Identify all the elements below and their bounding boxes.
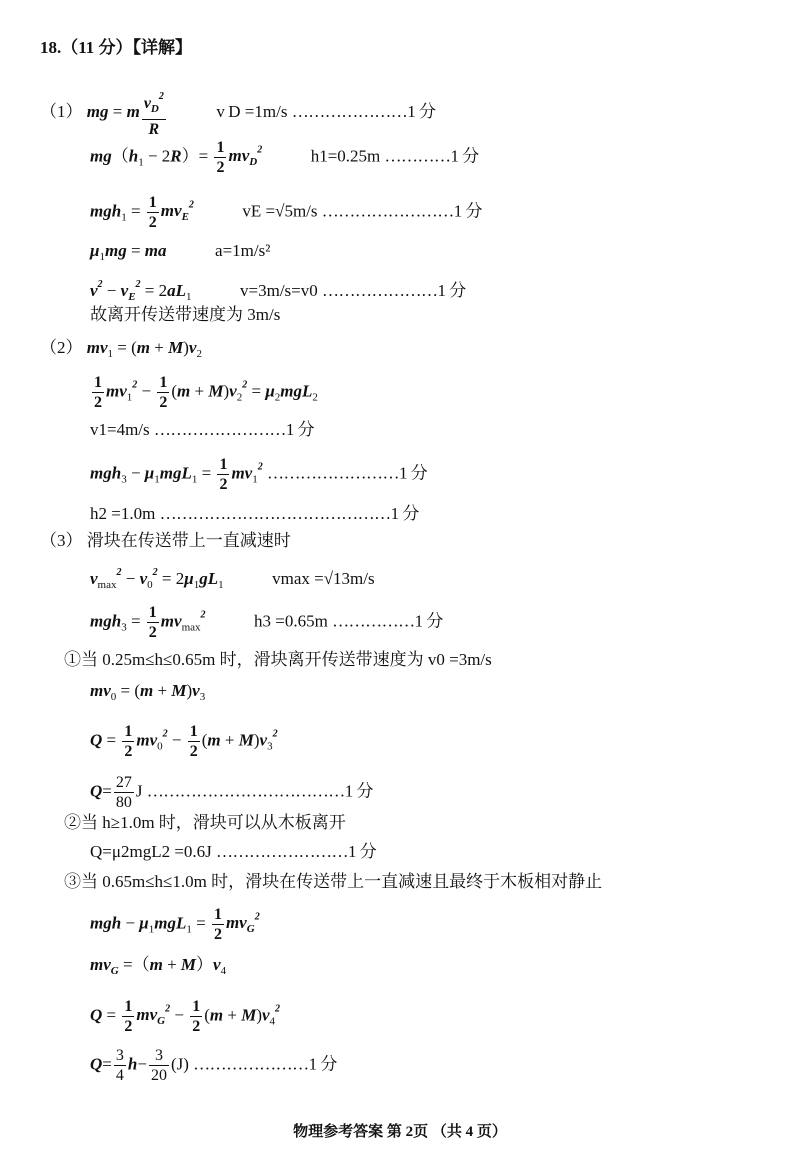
case1-text: ①当 0.25m≤h≤0.65m 时，滑块离开传送带速度为 v0 =3m/s [64,650,492,669]
score: ………………………………1 分 [146,781,373,801]
v-result: v=3m/s=v0 [240,281,318,300]
part1-conclusion: 故离开传送带速度为 3m/s [90,305,281,324]
case3-q-result: Q= $\frac{3}{4}$ h− $\frac{3}{20}$ (J) …………………1 分 [90,1047,337,1084]
part2-v1 [90,420,314,440]
h1-result: h1=0.25m [310,146,381,166]
h2-result: h2 =1.0m [90,504,156,523]
score: …………………1 分 [193,1054,337,1074]
vE-result: vE =√5m/s [242,201,318,221]
score: …………1 分 [384,146,479,166]
page-footer: 物理参考答案 第 2页 （共 4 页） [293,1124,507,1140]
score: ……………………1 分 [216,842,377,861]
score: ……………………1 分 [321,201,483,221]
case2-q-result: Q=μ2mgL2 =0.6J [90,842,212,861]
score: …………………1 分 [291,101,436,121]
v1-result: v1=4m/s [90,420,150,439]
vmax-result: vmax =√13m/s [272,569,375,588]
a-result: a=1m/s² [215,241,271,260]
case1-q-result: Q= $\frac{27}{80}$ J ………………………………1 分 [90,774,373,811]
case3-text: ③当 0.65m≤h≤1.0m 时，滑块在传送带上一直减速且最终于木板相对静止 [64,872,603,891]
part3-vmax: $v_{max}^2 - v_0^2 = 2\mu_1gL_1$ vmax =√13m/s [90,567,375,591]
part1-line2: $mg(h_1 - 2R)=$ $\frac{1}{2}$ $mv_D^2$ h1=0.25m …………1 分 [90,139,479,176]
case1-momentum: $mv_0 = (m + M)v_3$ [90,681,206,703]
part1-label: （1） [40,101,83,121]
vD-result: v D =1m/s [216,101,288,121]
score: ……………………1 分 [153,420,315,439]
part3-h3: mgh$_3$ = $\frac{1}{2}$ $mv_{max}^2$ h3 =0.65m ……………1 分 [90,604,443,641]
score: ……………………………………1 分 [159,504,419,523]
h3-result: h3 =0.65m [254,611,328,631]
case2-q [90,842,376,862]
part3-intro [40,531,291,551]
part2-energy-eq: $\frac{1}{2}$ $mv_1^2$ − $\frac{1}{2}$ $(m + M)v_2^2 = \mu_2mgL_2$ [94,374,318,411]
part1-line1: （1） mg = m $\frac{v_D^2}{R}$ v D =1m/s …………………1 分 [40,87,435,139]
case3-energy: mgh − $\mu_1mgL_1$ = $\frac{1}{2}$ $mv_G^2$ [90,906,260,943]
part2-energy2: $mgh_3 - \mu_1mgL_1$ = $\frac{1}{2}$ $mv_1^2$ ……………………1 分 [90,456,428,493]
part3-intro-text: 滑块在传送带上一直减速时 [86,531,291,550]
part1-line5: $v^2 - v_E^2 = 2aL_1$ v=3m/s=v0 …………………1 分 [90,279,466,303]
question-header: 18.（11 分）【详解】 [40,38,193,57]
part3-label: （3） [40,531,83,550]
part1-line3: mgh$_1$ = $\frac{1}{2}$ $mv_E^2$ vE =√5m/s ……………………1 分 [90,194,483,231]
case3-momentum: $mv_G =(m + M)v_4$ [90,955,227,977]
score: ……………………1 分 [266,463,428,483]
case3-q-eq: Q = $\frac{1}{2}$ $mv_G^2$ − $\frac{1}{2}$ $(m + M)v_4^2$ [90,998,281,1035]
case2-text: ②当 h≥1.0m 时，滑块可以从木板离开 [64,813,346,832]
part2-line1: （2） $mv_1 = (m + M)v_2$ [40,338,202,360]
score: ……………1 分 [332,611,443,631]
part1-line4: $\mu_1mg$ = ma a=1m/s² [90,241,271,263]
case1-q-eq: Q = $\frac{1}{2}$ $mv_0^2$ − $\frac{1}{2}$ $(m + M)v_3^2$ [90,723,278,760]
part2-label: （2） [40,338,83,357]
score: …………………1 分 [322,281,466,300]
part2-h2 [90,504,419,524]
